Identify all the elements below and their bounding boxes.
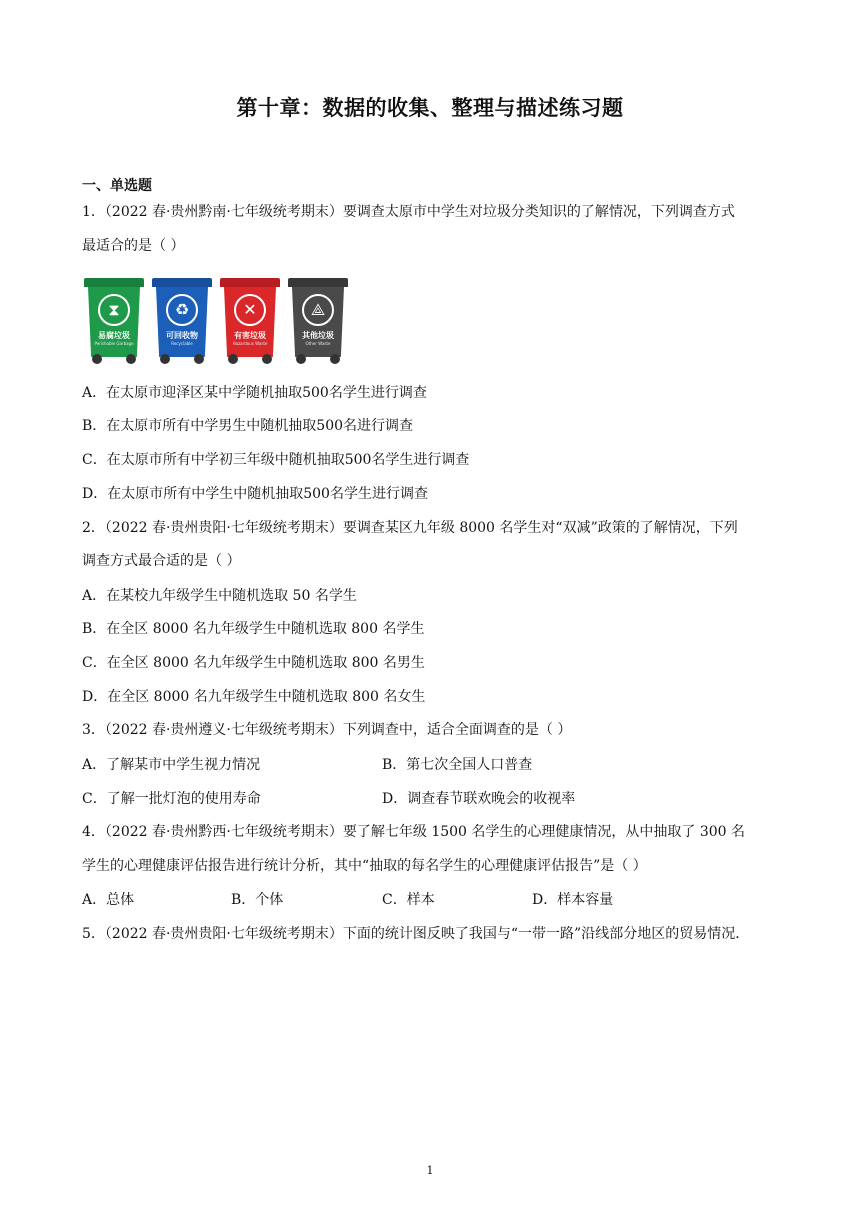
hazard-icon: ✕ xyxy=(234,294,266,326)
wheel xyxy=(126,354,136,364)
page-number: 1 xyxy=(426,1164,434,1177)
question-4-stem-line-2: 学生的心理健康评估报告进行统计分析，其中“抽取的每名学生的心理健康评估报告”是（ ） xyxy=(82,858,647,874)
bin-hazardous xyxy=(220,278,280,366)
bin-label: 易腐垃圾 xyxy=(98,331,130,340)
bin-label: 有害垃圾 xyxy=(234,331,266,340)
bin-sublabel: Recyclable xyxy=(171,341,193,346)
question-1-option-c: C．在太原市所有中学初三年级中随机抽取500名学生进行调查 xyxy=(82,452,470,468)
question-2-stem-line-2: 调查方式最合适的是（ ） xyxy=(82,553,241,569)
question-4-option-a: A．总体 xyxy=(82,892,135,908)
wheel xyxy=(228,354,238,364)
hourglass-icon: ⧗ xyxy=(98,294,130,326)
question-1-stem-line-1: 1．（2022 春·贵州黔南·七年级统考期末）要调查太原市中学生对垃圾分类知识的了解情况，下列调查方式 xyxy=(82,204,735,220)
wheel xyxy=(92,354,102,364)
wheel xyxy=(330,354,340,364)
question-4-option-d: D．样本容量 xyxy=(532,892,614,908)
question-3-option-b: B．第七次全国人口普查 xyxy=(382,757,533,773)
bin-label: 可回收物 xyxy=(166,331,198,340)
section-heading: 一、单选题 xyxy=(82,178,152,194)
question-4-option-c: C．样本 xyxy=(382,892,435,908)
question-2-option-b: B．在全区 8000 名九年级学生中随机选取 800 名学生 xyxy=(82,621,425,637)
question-3-option-a: A．了解某市中学生视力情况 xyxy=(82,757,261,773)
bin-recyclable xyxy=(152,278,212,366)
recycle-icon: ♻ xyxy=(166,294,198,326)
question-1-option-a: A．在太原市迎泽区某中学随机抽取500名学生进行调查 xyxy=(82,385,427,401)
other-waste-icon: ⟁ xyxy=(302,294,334,326)
question-4-option-b: B．个体 xyxy=(231,892,284,908)
wheel xyxy=(194,354,204,364)
page-title: 第十章：数据的收集、整理与描述练习题 xyxy=(236,96,624,120)
wheel xyxy=(262,354,272,364)
question-1-option-b: B．在太原市所有中学男生中随机抽取500名进行调查 xyxy=(82,418,414,434)
bin-other xyxy=(288,278,348,366)
question-2-option-c: C．在全区 8000 名九年级学生中随机选取 800 名男生 xyxy=(82,655,425,671)
question-2-option-a: A．在某校九年级学生中随机选取 50 名学生 xyxy=(82,588,357,604)
question-1-stem-line-2: 最适合的是（ ） xyxy=(82,238,185,254)
bin-label: 其他垃圾 xyxy=(302,331,334,340)
question-2-option-d: D．在全区 8000 名九年级学生中随机选取 800 名女生 xyxy=(82,689,426,705)
garbage-bins-image xyxy=(84,278,354,366)
question-3-stem: 3．（2022 春·贵州遵义·七年级统考期末）下列调查中，适合全面调查的是（ ） xyxy=(82,722,572,738)
bin-lid xyxy=(84,278,144,287)
question-3-option-c: C．了解一批灯泡的使用寿命 xyxy=(82,791,261,807)
wheel xyxy=(296,354,306,364)
bin-sublabel: Other Waste xyxy=(305,341,331,346)
question-2-stem-line-1: 2．（2022 春·贵州贵阳·七年级统考期末）要调查某区九年级 8000 名学生对“双减”政策的了解情况，下列 xyxy=(82,520,738,536)
question-4-stem-line-1: 4．（2022 春·贵州黔西·七年级统考期末）要了解七年级 1500 名学生的心理健康情况，从中抽取了 300 名 xyxy=(82,824,746,840)
bin-sublabel: Hazardous Waste xyxy=(232,341,268,346)
bin-sublabel: Perishable Garbage xyxy=(94,341,134,346)
question-3-option-d: D．调查春节联欢晚会的收视率 xyxy=(382,791,576,807)
wheel xyxy=(160,354,170,364)
question-5-stem: 5．（2022 春·贵州贵阳·七年级统考期末）下面的统计图反映了我国与“一带一路”沿线部分地区的贸易情况． xyxy=(82,926,750,942)
question-1-option-d: D．在太原市所有中学生中随机抽取500名学生进行调查 xyxy=(82,486,428,502)
bin-perishable xyxy=(84,278,144,366)
